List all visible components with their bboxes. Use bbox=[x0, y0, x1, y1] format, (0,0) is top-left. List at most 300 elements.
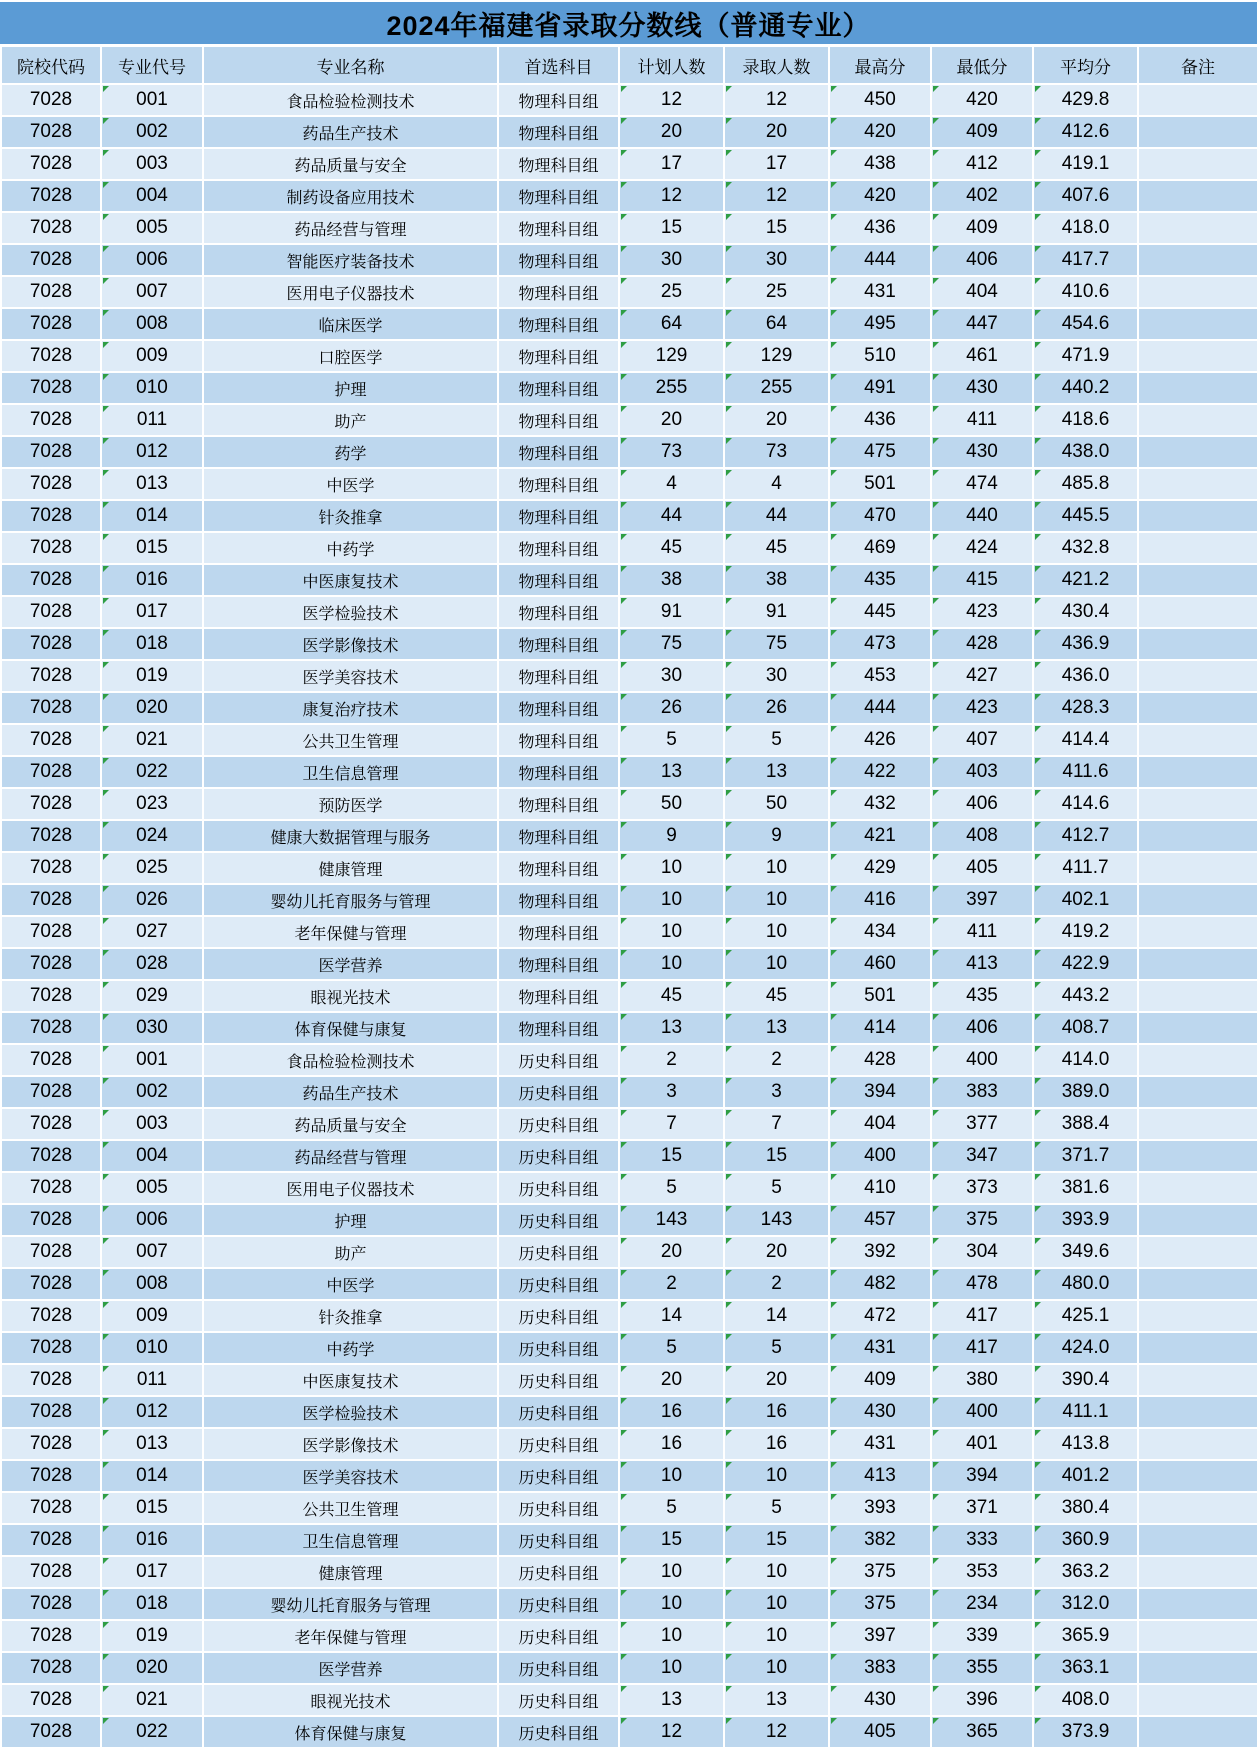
cell-remarks bbox=[1138, 1652, 1257, 1684]
cell-planned-count bbox=[619, 436, 724, 468]
cell-value: 73 bbox=[765, 441, 788, 462]
cell-value: 14 bbox=[765, 1305, 788, 1326]
error-triangle-icon bbox=[103, 1462, 109, 1468]
cell-major-code bbox=[101, 852, 203, 884]
cell-subject-group bbox=[498, 1140, 619, 1172]
cell-value: 公共卫生管理 bbox=[302, 733, 399, 751]
cell-planned-count bbox=[619, 372, 724, 404]
error-triangle-icon bbox=[1035, 1590, 1041, 1596]
cell-average-score bbox=[1033, 1524, 1138, 1556]
cell-admitted-count bbox=[724, 1268, 829, 1300]
cell-subject-group bbox=[498, 116, 619, 148]
cell-lowest-score bbox=[931, 500, 1033, 532]
cell-value: 25 bbox=[765, 281, 788, 302]
cell-college-code bbox=[1, 1300, 101, 1332]
cell-value: 021 bbox=[136, 1689, 168, 1710]
cell-highest-score bbox=[829, 1140, 931, 1172]
cell-value: 380.4 bbox=[1061, 1497, 1110, 1518]
cell-value: 2 bbox=[666, 1049, 677, 1070]
cell-college-code bbox=[1, 1268, 101, 1300]
cell-major-code bbox=[101, 1428, 203, 1460]
cell-subject-group bbox=[498, 276, 619, 308]
error-triangle-icon bbox=[831, 182, 837, 188]
cell-subject-group bbox=[498, 1044, 619, 1076]
error-triangle-icon bbox=[726, 1590, 732, 1596]
cell-value: 006 bbox=[136, 1209, 168, 1230]
cell-admitted-count bbox=[724, 916, 829, 948]
cell-value: 363.2 bbox=[1061, 1561, 1110, 1582]
error-triangle-icon bbox=[933, 1430, 939, 1436]
error-triangle-icon bbox=[726, 150, 732, 156]
error-triangle-icon bbox=[831, 1654, 837, 1660]
error-triangle-icon bbox=[1035, 1014, 1041, 1020]
cell-value: 5 bbox=[771, 1497, 782, 1518]
error-triangle-icon bbox=[103, 1046, 109, 1052]
cell-planned-count bbox=[619, 1364, 724, 1396]
cell-value: 7028 bbox=[29, 953, 73, 974]
cell-average-score bbox=[1033, 340, 1138, 372]
error-triangle-icon bbox=[1035, 822, 1041, 828]
error-triangle-icon bbox=[726, 1046, 732, 1052]
cell-admitted-count bbox=[724, 180, 829, 212]
cell-value: 431 bbox=[864, 1433, 896, 1454]
cell-admitted-count bbox=[724, 564, 829, 596]
cell-college-code bbox=[1, 1140, 101, 1172]
cell-value: 025 bbox=[136, 857, 168, 878]
cell-lowest-score bbox=[931, 1556, 1033, 1588]
error-triangle-icon bbox=[1035, 1398, 1041, 1404]
table-row bbox=[1, 820, 1257, 852]
cell-value: 444 bbox=[864, 249, 896, 270]
error-triangle-icon bbox=[103, 1174, 109, 1180]
error-triangle-icon bbox=[933, 1302, 939, 1308]
cell-major-code bbox=[101, 692, 203, 724]
cell-value: 409 bbox=[966, 121, 998, 142]
cell-lowest-score bbox=[931, 1300, 1033, 1332]
table-row bbox=[1, 436, 1257, 468]
cell-value: 373 bbox=[966, 1177, 998, 1198]
error-triangle-icon bbox=[933, 470, 939, 476]
error-triangle-icon bbox=[726, 374, 732, 380]
error-triangle-icon bbox=[726, 1366, 732, 1372]
cell-lowest-score bbox=[931, 1492, 1033, 1524]
error-triangle-icon bbox=[933, 566, 939, 572]
cell-value: 008 bbox=[136, 1273, 168, 1294]
cell-value: 002 bbox=[136, 121, 168, 142]
cell-lowest-score bbox=[931, 1108, 1033, 1140]
cell-value: 400 bbox=[966, 1401, 998, 1422]
cell-highest-score bbox=[829, 1684, 931, 1716]
cell-lowest-score bbox=[931, 1428, 1033, 1460]
error-triangle-icon bbox=[831, 534, 837, 540]
error-triangle-icon bbox=[1035, 150, 1041, 156]
error-triangle-icon bbox=[831, 694, 837, 700]
cell-value: 429.8 bbox=[1061, 89, 1110, 110]
table-row bbox=[1, 372, 1257, 404]
cell-remarks bbox=[1138, 1396, 1257, 1428]
error-triangle-icon bbox=[621, 246, 627, 252]
cell-major-name bbox=[203, 1716, 498, 1748]
cell-subject-group bbox=[498, 1012, 619, 1044]
error-triangle-icon bbox=[1035, 566, 1041, 572]
cell-value: 004 bbox=[136, 1145, 168, 1166]
cell-highest-score bbox=[829, 84, 931, 116]
cell-major-name bbox=[203, 340, 498, 372]
cell-remarks bbox=[1138, 1428, 1257, 1460]
cell-value: 5 bbox=[771, 1177, 782, 1198]
cell-value: 022 bbox=[136, 761, 168, 782]
error-triangle-icon bbox=[933, 1590, 939, 1596]
cell-value: 38 bbox=[765, 569, 788, 590]
cell-value: 255 bbox=[655, 377, 688, 398]
error-triangle-icon bbox=[726, 790, 732, 796]
cell-value: 20 bbox=[765, 409, 788, 430]
cell-value: 417 bbox=[966, 1305, 998, 1326]
error-triangle-icon bbox=[1035, 694, 1041, 700]
cell-value: 013 bbox=[136, 473, 168, 494]
cell-admitted-count bbox=[724, 1108, 829, 1140]
cell-value: 417 bbox=[966, 1337, 998, 1358]
cell-lowest-score bbox=[931, 404, 1033, 436]
cell-value: 健康管理 bbox=[318, 861, 383, 879]
cell-average-score bbox=[1033, 1716, 1138, 1748]
cell-value: 中医康复技术 bbox=[302, 1373, 399, 1391]
cell-highest-score bbox=[829, 660, 931, 692]
error-triangle-icon bbox=[726, 886, 732, 892]
cell-value: 医学检验技术 bbox=[302, 1405, 399, 1423]
cell-major-code bbox=[101, 1300, 203, 1332]
error-triangle-icon bbox=[103, 790, 109, 796]
cell-planned-count bbox=[619, 820, 724, 852]
scores-table bbox=[0, 45, 1257, 1749]
cell-remarks bbox=[1138, 1012, 1257, 1044]
cell-value: 377 bbox=[966, 1113, 998, 1134]
cell-value: 419.2 bbox=[1061, 921, 1110, 942]
cell-average-score bbox=[1033, 564, 1138, 596]
cell-subject-group bbox=[498, 1620, 619, 1652]
cell-subject-group bbox=[498, 404, 619, 436]
cell-value: 物理科目组 bbox=[518, 701, 599, 719]
error-triangle-icon bbox=[726, 118, 732, 124]
column-header-college-code: 院校代码 bbox=[1, 46, 101, 84]
cell-value: 20 bbox=[660, 121, 683, 142]
cell-subject-group bbox=[498, 1428, 619, 1460]
cell-major-code bbox=[101, 756, 203, 788]
cell-college-code bbox=[1, 756, 101, 788]
error-triangle-icon bbox=[1035, 790, 1041, 796]
error-triangle-icon bbox=[726, 86, 732, 92]
cell-major-code bbox=[101, 1268, 203, 1300]
cell-lowest-score bbox=[931, 244, 1033, 276]
cell-subject-group bbox=[498, 692, 619, 724]
error-triangle-icon bbox=[726, 438, 732, 444]
cell-average-score bbox=[1033, 244, 1138, 276]
cell-planned-count bbox=[619, 916, 724, 948]
cell-subject-group bbox=[498, 180, 619, 212]
cell-admitted-count bbox=[724, 1716, 829, 1748]
cell-value: 10 bbox=[660, 889, 683, 910]
cell-value: 447 bbox=[966, 313, 998, 334]
cell-lowest-score bbox=[931, 788, 1033, 820]
cell-value: 物理科目组 bbox=[518, 605, 599, 623]
cell-admitted-count bbox=[724, 756, 829, 788]
error-triangle-icon bbox=[103, 598, 109, 604]
error-triangle-icon bbox=[1035, 310, 1041, 316]
error-triangle-icon bbox=[726, 1110, 732, 1116]
cell-lowest-score bbox=[931, 1076, 1033, 1108]
column-header-major-name: 专业名称 bbox=[203, 46, 498, 84]
cell-lowest-score bbox=[931, 116, 1033, 148]
error-triangle-icon bbox=[831, 1366, 837, 1372]
error-triangle-icon bbox=[1035, 1430, 1041, 1436]
cell-planned-count bbox=[619, 500, 724, 532]
cell-value: 物理科目组 bbox=[518, 477, 599, 495]
cell-value: 智能医疗装备技术 bbox=[286, 253, 415, 271]
error-triangle-icon bbox=[621, 1558, 627, 1564]
cell-value: 473 bbox=[864, 633, 896, 654]
cell-value: 478 bbox=[966, 1273, 998, 1294]
error-triangle-icon bbox=[621, 790, 627, 796]
table-row bbox=[1, 1204, 1257, 1236]
table-row bbox=[1, 1460, 1257, 1492]
cell-value: 7028 bbox=[29, 793, 73, 814]
error-triangle-icon bbox=[103, 374, 109, 380]
cell-value: 7028 bbox=[29, 537, 73, 558]
cell-major-code bbox=[101, 884, 203, 916]
cell-value: 012 bbox=[136, 1401, 168, 1422]
cell-college-code bbox=[1, 500, 101, 532]
error-triangle-icon bbox=[103, 1078, 109, 1084]
error-triangle-icon bbox=[621, 438, 627, 444]
error-triangle-icon bbox=[933, 630, 939, 636]
error-triangle-icon bbox=[831, 86, 837, 92]
cell-highest-score bbox=[829, 1396, 931, 1428]
cell-value: 333 bbox=[966, 1529, 998, 1550]
cell-value: 物理科目组 bbox=[518, 93, 599, 111]
cell-value: 011 bbox=[136, 1369, 168, 1390]
cell-admitted-count bbox=[724, 276, 829, 308]
cell-value: 009 bbox=[136, 1305, 168, 1326]
cell-value: 体育保健与康复 bbox=[294, 1725, 407, 1743]
error-triangle-icon bbox=[621, 406, 627, 412]
cell-subject-group bbox=[498, 916, 619, 948]
cell-value: 5 bbox=[666, 1177, 677, 1198]
cell-value: 416 bbox=[864, 889, 896, 910]
cell-value: 406 bbox=[966, 249, 998, 270]
cell-value: 396 bbox=[966, 1689, 998, 1710]
error-triangle-icon bbox=[726, 854, 732, 860]
error-triangle-icon bbox=[1035, 406, 1041, 412]
cell-value: 物理科目组 bbox=[518, 189, 599, 207]
cell-value: 物理科目组 bbox=[518, 957, 599, 975]
cell-average-score bbox=[1033, 628, 1138, 660]
cell-average-score bbox=[1033, 980, 1138, 1012]
error-triangle-icon bbox=[726, 1334, 732, 1340]
cell-admitted-count bbox=[724, 852, 829, 884]
cell-value: 375 bbox=[864, 1561, 896, 1582]
error-triangle-icon bbox=[1035, 630, 1041, 636]
cell-value: 412.6 bbox=[1061, 121, 1110, 142]
error-triangle-icon bbox=[103, 1526, 109, 1532]
cell-value: 医学营养 bbox=[318, 1661, 383, 1679]
cell-value: 医学美容技术 bbox=[302, 1469, 399, 1487]
cell-value: 临床医学 bbox=[318, 317, 383, 335]
cell-college-code bbox=[1, 1204, 101, 1236]
error-triangle-icon bbox=[621, 118, 627, 124]
cell-value: 471.9 bbox=[1061, 345, 1110, 366]
cell-subject-group bbox=[498, 724, 619, 756]
cell-value: 415 bbox=[966, 569, 998, 590]
cell-value: 10 bbox=[660, 953, 683, 974]
error-triangle-icon bbox=[726, 470, 732, 476]
error-triangle-icon bbox=[726, 1206, 732, 1212]
cell-planned-count bbox=[619, 1428, 724, 1460]
cell-value: 435 bbox=[864, 569, 896, 590]
error-triangle-icon bbox=[621, 1622, 627, 1628]
error-triangle-icon bbox=[726, 822, 732, 828]
cell-major-code bbox=[101, 340, 203, 372]
cell-admitted-count bbox=[724, 500, 829, 532]
cell-planned-count bbox=[619, 148, 724, 180]
error-triangle-icon bbox=[1035, 982, 1041, 988]
error-triangle-icon bbox=[933, 1494, 939, 1500]
cell-value: 5 bbox=[666, 1497, 677, 1518]
cell-value: 物理科目组 bbox=[518, 797, 599, 815]
cell-planned-count bbox=[619, 1524, 724, 1556]
cell-admitted-count bbox=[724, 1332, 829, 1364]
cell-value: 15 bbox=[765, 1529, 788, 1550]
cell-highest-score bbox=[829, 244, 931, 276]
table-row bbox=[1, 660, 1257, 692]
error-triangle-icon bbox=[726, 1014, 732, 1020]
cell-value: 中医学 bbox=[326, 477, 375, 495]
error-triangle-icon bbox=[103, 1366, 109, 1372]
cell-remarks bbox=[1138, 116, 1257, 148]
cell-value: 393.9 bbox=[1061, 1209, 1110, 1230]
cell-remarks bbox=[1138, 916, 1257, 948]
cell-highest-score bbox=[829, 1492, 931, 1524]
error-triangle-icon bbox=[933, 1238, 939, 1244]
cell-college-code bbox=[1, 1524, 101, 1556]
cell-value: 440.2 bbox=[1061, 377, 1110, 398]
error-triangle-icon bbox=[1035, 1270, 1041, 1276]
cell-college-code bbox=[1, 276, 101, 308]
error-triangle-icon bbox=[103, 406, 109, 412]
table-row bbox=[1, 1268, 1257, 1300]
table-row bbox=[1, 1300, 1257, 1332]
cell-subject-group bbox=[498, 308, 619, 340]
error-triangle-icon bbox=[103, 1654, 109, 1660]
table-row bbox=[1, 404, 1257, 436]
cell-lowest-score bbox=[931, 1172, 1033, 1204]
cell-remarks bbox=[1138, 500, 1257, 532]
cell-lowest-score bbox=[931, 884, 1033, 916]
cell-highest-score bbox=[829, 180, 931, 212]
cell-value: 428 bbox=[966, 633, 998, 654]
cell-value: 医学影像技术 bbox=[302, 637, 399, 655]
error-triangle-icon bbox=[831, 950, 837, 956]
error-triangle-icon bbox=[621, 982, 627, 988]
cell-college-code bbox=[1, 1172, 101, 1204]
cell-value: 15 bbox=[765, 1145, 788, 1166]
cell-admitted-count bbox=[724, 1364, 829, 1396]
error-triangle-icon bbox=[831, 1046, 837, 1052]
cell-major-code bbox=[101, 436, 203, 468]
cell-planned-count bbox=[619, 1716, 724, 1748]
cell-remarks bbox=[1138, 1620, 1257, 1652]
cell-college-code bbox=[1, 596, 101, 628]
error-triangle-icon bbox=[621, 470, 627, 476]
table-row bbox=[1, 564, 1257, 596]
cell-major-name bbox=[203, 532, 498, 564]
cell-value: 461 bbox=[966, 345, 998, 366]
error-triangle-icon bbox=[831, 1526, 837, 1532]
cell-value: 物理科目组 bbox=[518, 573, 599, 591]
cell-planned-count bbox=[619, 244, 724, 276]
cell-average-score bbox=[1033, 660, 1138, 692]
cell-major-name bbox=[203, 788, 498, 820]
error-triangle-icon bbox=[933, 1174, 939, 1180]
error-triangle-icon bbox=[726, 1270, 732, 1276]
cell-highest-score bbox=[829, 1108, 931, 1140]
error-triangle-icon bbox=[621, 822, 627, 828]
cell-planned-count bbox=[619, 1076, 724, 1108]
cell-average-score bbox=[1033, 84, 1138, 116]
cell-value: 7028 bbox=[29, 217, 73, 238]
cell-subject-group bbox=[498, 596, 619, 628]
error-triangle-icon bbox=[726, 758, 732, 764]
cell-value: 26 bbox=[660, 697, 683, 718]
error-triangle-icon bbox=[621, 182, 627, 188]
cell-planned-count bbox=[619, 756, 724, 788]
cell-value: 12 bbox=[660, 185, 683, 206]
error-triangle-icon bbox=[831, 854, 837, 860]
error-triangle-icon bbox=[831, 1590, 837, 1596]
error-triangle-icon bbox=[831, 1622, 837, 1628]
cell-admitted-count bbox=[724, 244, 829, 276]
error-triangle-icon bbox=[103, 86, 109, 92]
cell-remarks bbox=[1138, 1684, 1257, 1716]
cell-value: 411.6 bbox=[1062, 761, 1109, 782]
cell-value: 7028 bbox=[29, 633, 73, 654]
cell-value: 408.0 bbox=[1061, 1689, 1110, 1710]
cell-value: 406 bbox=[966, 1017, 998, 1038]
cell-value: 010 bbox=[136, 1337, 168, 1358]
cell-value: 413 bbox=[864, 1465, 896, 1486]
cell-value: 349.6 bbox=[1061, 1241, 1110, 1262]
cell-value: 347 bbox=[966, 1145, 998, 1166]
cell-subject-group bbox=[498, 1588, 619, 1620]
error-triangle-icon bbox=[831, 438, 837, 444]
error-triangle-icon bbox=[933, 662, 939, 668]
cell-value: 7028 bbox=[29, 665, 73, 686]
cell-value: 中药学 bbox=[326, 541, 375, 559]
error-triangle-icon bbox=[1035, 1110, 1041, 1116]
cell-value: 10 bbox=[765, 1593, 788, 1614]
cell-major-code bbox=[101, 1492, 203, 1524]
cell-value: 7028 bbox=[29, 1465, 73, 1486]
cell-value: 413 bbox=[966, 953, 998, 974]
cell-subject-group bbox=[498, 628, 619, 660]
cell-value: 历史科目组 bbox=[518, 1661, 599, 1679]
cell-value: 7028 bbox=[29, 1369, 73, 1390]
cell-value: 016 bbox=[136, 569, 168, 590]
cell-major-name bbox=[203, 1012, 498, 1044]
error-triangle-icon bbox=[726, 918, 732, 924]
cell-value: 75 bbox=[765, 633, 788, 654]
error-triangle-icon bbox=[103, 1334, 109, 1340]
cell-highest-score bbox=[829, 724, 931, 756]
